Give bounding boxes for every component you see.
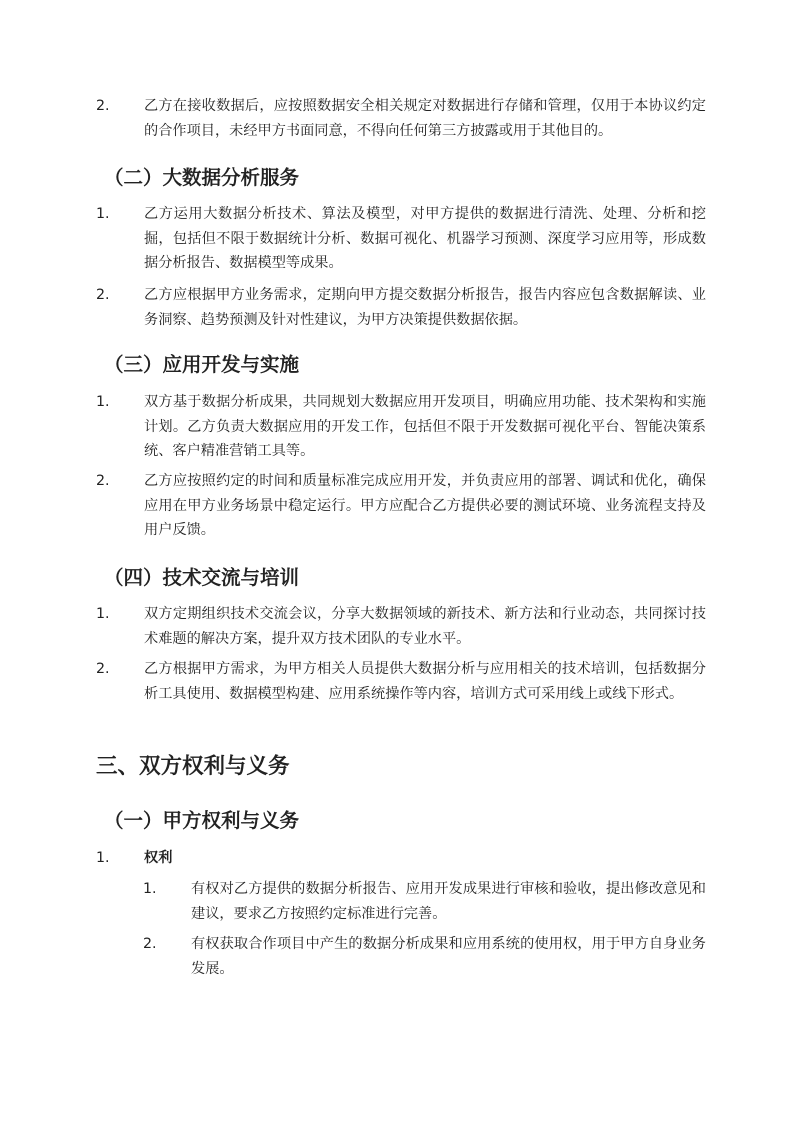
- list-text: 乙方根据甲方需求，为甲方相关人员提供大数据分析与应用相关的技术培训，包括数据分析工具使用、数据模型构建、应用系统操作等内容，培训方式可采用线上或线下形式。: [144, 661, 706, 702]
- list-number: 2.: [96, 473, 110, 489]
- list-text: 双方基于数据分析成果，共同规划大数据应用开发项目，明确应用功能、技术架构和实施计划。乙方负责大数据应用的开发工作，包括但不限于开发数据可视化平台、智能决策系统、客户精准营销工具等。: [144, 394, 706, 459]
- list-number: 2.: [96, 661, 110, 677]
- list-number: 2.: [143, 936, 157, 952]
- list-text: 乙方应按照约定的时间和质量标准完成应用开发，并负责应用的部署、调试和优化，确保应用在甲方业务场景中稳定运行。甲方应配合乙方提供必要的测试环境、业务流程支持及用户反馈。: [144, 473, 706, 538]
- subsection-heading: （三）应用开发与实施: [104, 353, 300, 376]
- list-text: 有权获取合作项目中产生的数据分析成果和应用系统的使用权，用于甲方自身业务发展。: [191, 936, 706, 977]
- subsection-heading: （四）技术交流与培训: [104, 566, 300, 589]
- section-heading: 三、双方权利与义务: [96, 754, 290, 779]
- list-text: 乙方应根据甲方业务需求，定期向甲方提交数据分析报告，报告内容应包含数据解读、业务洞察、趋势预测及针对性建议，为甲方决策提供数据依据。: [144, 287, 706, 328]
- list-text: 有权对乙方提供的数据分析报告、应用开发成果进行审核和验收，提出修改意见和建议，要求乙方按照约定标准进行完善。: [191, 881, 706, 922]
- list-number: 1.: [96, 206, 110, 222]
- list-number: 1.: [96, 394, 110, 410]
- subsection-heading: （二）大数据分析服务: [104, 166, 300, 189]
- list-number: 1.: [96, 606, 110, 622]
- list-number: 2.: [96, 98, 110, 114]
- list-number: 1.: [96, 850, 110, 866]
- list-text: 乙方运用大数据分析技术、算法及模型，对甲方提供的数据进行清洗、处理、分析和挖掘，包括但不限于数据统计分析、数据可视化、机器学习预测、深度学习应用等，形成数据分析报告、数据模型等成果。: [144, 206, 706, 271]
- list-text: 双方定期组织技术交流会议，分享大数据领域的新技术、新方法和行业动态，共同探讨技术难题的解决方案，提升双方技术团队的专业水平。: [144, 606, 706, 647]
- list-text: 权利: [144, 850, 173, 866]
- list-number: 1.: [143, 881, 157, 897]
- subsection-heading: （一）甲方权利与义务: [104, 809, 300, 832]
- list-number: 2.: [96, 287, 110, 303]
- list-text: 乙方在接收数据后，应按照数据安全相关规定对数据进行存储和管理，仅用于本协议约定的合作项目，未经甲方书面同意，不得向任何第三方披露或用于其他目的。: [144, 98, 706, 139]
